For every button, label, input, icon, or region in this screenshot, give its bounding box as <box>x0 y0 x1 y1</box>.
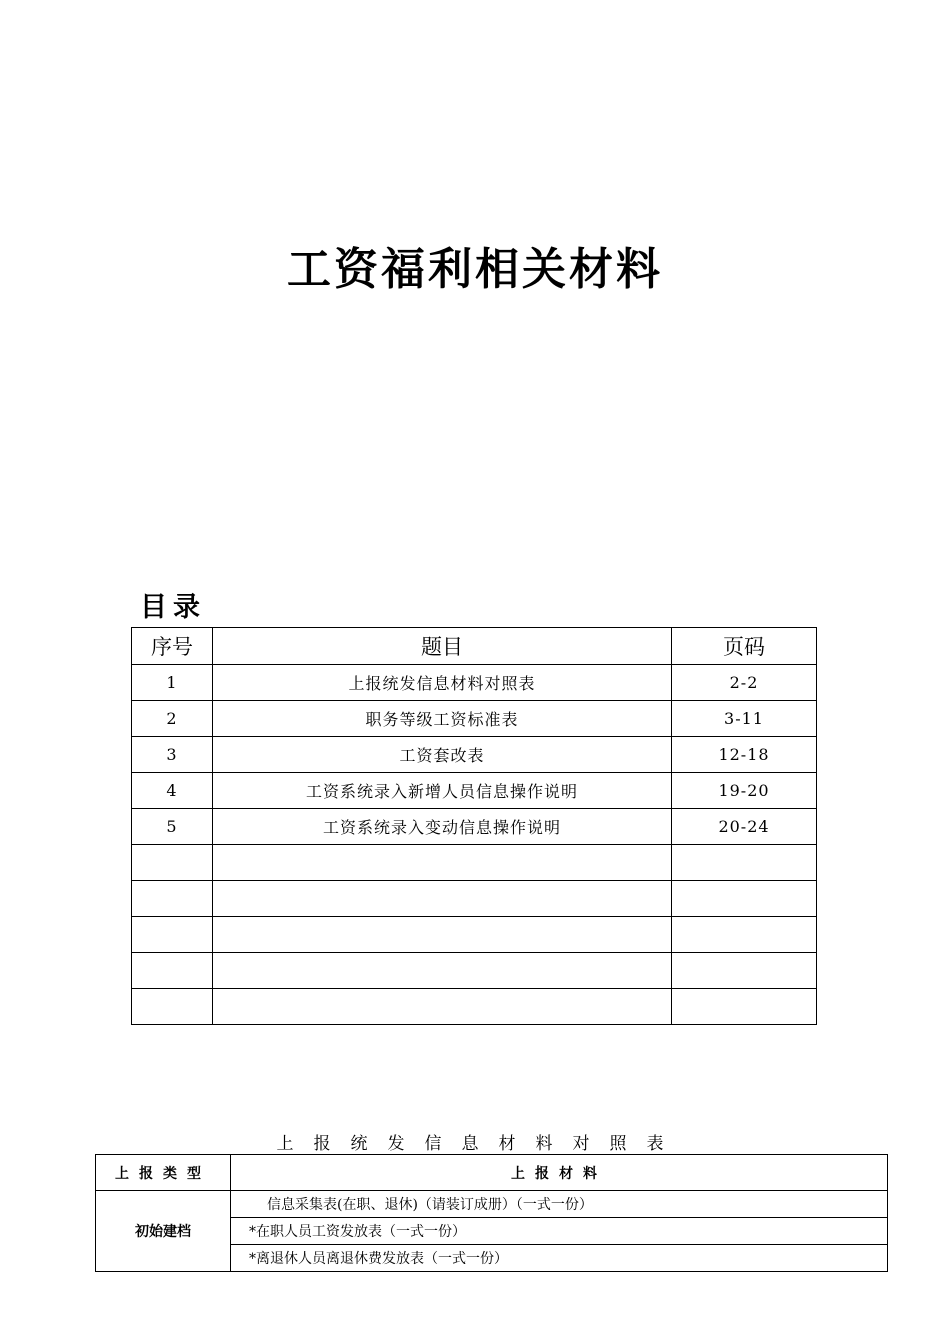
table-row <box>132 665 817 701</box>
toc-page: 3-11 <box>672 701 817 737</box>
toc-table <box>131 627 817 1025</box>
toc-topic: 职务等级工资标准表 <box>213 701 672 737</box>
toc-header-row <box>132 628 817 665</box>
toc-page: 20-24 <box>672 809 817 845</box>
toc-index <box>132 917 213 953</box>
table-row <box>96 1191 888 1218</box>
report-table <box>95 1154 888 1272</box>
toc-topic: 工资套改表 <box>213 737 672 773</box>
toc-index: 3 <box>132 737 213 773</box>
toc-topic: 工资系统录入变动信息操作说明 <box>213 809 672 845</box>
toc-page: 19-20 <box>672 773 817 809</box>
toc-header-index: 序号 <box>132 628 213 665</box>
table-row <box>132 701 817 737</box>
toc-page <box>672 989 817 1025</box>
toc-page <box>672 917 817 953</box>
toc-heading: 目录 <box>140 592 206 623</box>
toc-topic: 工资系统录入新增人员信息操作说明 <box>213 773 672 809</box>
toc-header-topic: 题目 <box>213 628 672 665</box>
toc-index: 2 <box>132 701 213 737</box>
table-row <box>132 953 817 989</box>
toc-header-page: 页码 <box>672 628 817 665</box>
toc-page <box>672 953 817 989</box>
toc-index <box>132 845 213 881</box>
toc-index: 5 <box>132 809 213 845</box>
toc-page <box>672 881 817 917</box>
table-row <box>132 989 817 1025</box>
toc-index <box>132 989 213 1025</box>
report-header-row <box>96 1155 888 1191</box>
toc-index <box>132 953 213 989</box>
table-row <box>132 917 817 953</box>
toc-index: 4 <box>132 773 213 809</box>
table-row <box>132 809 817 845</box>
toc-page: 2-2 <box>672 665 817 701</box>
toc-index: 1 <box>132 665 213 701</box>
toc-topic <box>213 953 672 989</box>
toc-topic: 上报统发信息材料对照表 <box>213 665 672 701</box>
toc-page <box>672 845 817 881</box>
report-material: *离退休人员离退休费发放表（一式一份） <box>231 1245 888 1272</box>
table-row <box>132 773 817 809</box>
report-material: 信息采集表(在职、退休)（请装订成册）（一式一份） <box>231 1191 888 1218</box>
table-row <box>132 845 817 881</box>
report-table-title: 上报统发信息材料对照表 <box>276 1134 684 1154</box>
report-material: *在职人员工资发放表（一式一份） <box>231 1218 888 1245</box>
report-header-materials: 上报材料 <box>231 1155 888 1191</box>
report-header-type: 上报类型 <box>96 1155 231 1191</box>
table-row <box>132 737 817 773</box>
toc-topic <box>213 989 672 1025</box>
report-type-cell: 初始建档 <box>96 1191 231 1272</box>
toc-topic <box>213 881 672 917</box>
toc-topic <box>213 917 672 953</box>
toc-page: 12-18 <box>672 737 817 773</box>
toc-index <box>132 881 213 917</box>
toc-topic <box>213 845 672 881</box>
document-title: 工资福利相关材料 <box>287 244 663 295</box>
table-row <box>132 881 817 917</box>
